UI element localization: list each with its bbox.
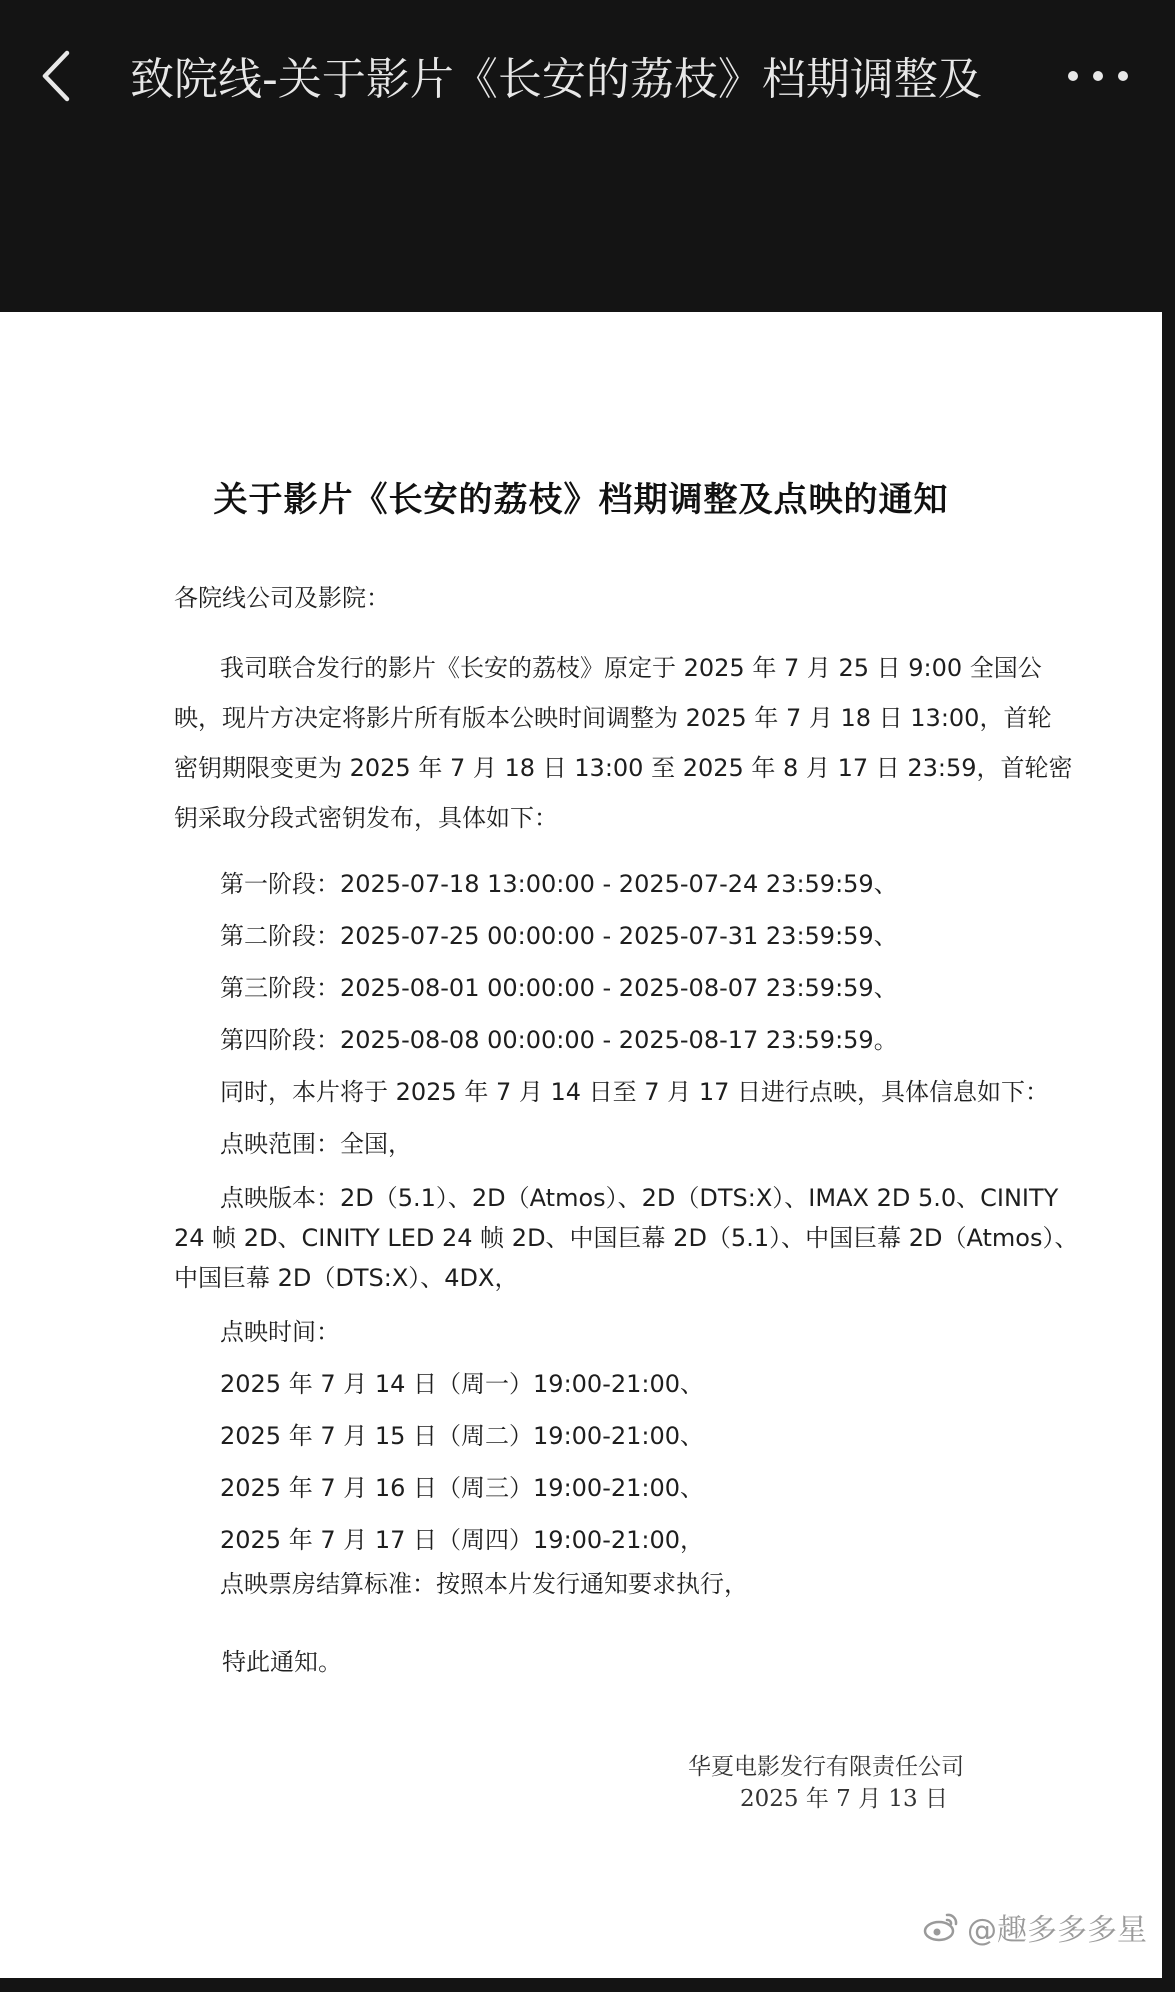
stage-line: 第一阶段：2025-07-18 13:00:00 - 2025-07-24 23:59:59、 (220, 870, 898, 898)
top-navigation-bar (0, 0, 1175, 312)
stage-line: 第四阶段：2025-08-08 00:00:00 - 2025-08-17 23:59:59。 (220, 1026, 898, 1054)
closing-line: 特此通知。 (222, 1648, 342, 1676)
watermark-text: @趣多多多星 (967, 1913, 1147, 1948)
preview-versions-line: 24 帧 2D、CINITY LED 24 帧 2D、中国巨幕 2D（5.1）、中国巨幕 2D（Atmos）、 (174, 1224, 1079, 1252)
more-dot (1118, 71, 1128, 81)
back-button[interactable] (28, 40, 84, 112)
paragraph-line: 密钥期限变更为 2025 年 7 月 18 日 13:00 至 2025 年 8 月 17 日 23:59，首轮密 (174, 754, 1073, 782)
preview-intro: 同时，本片将于 2025 年 7 月 14 日至 7 月 17 日进行点映，具体信息如下： (220, 1078, 1049, 1106)
notice-title: 关于影片《长安的荔枝》档期调整及点映的通知 (213, 480, 949, 520)
preview-time-line: 2025 年 7 月 17 日（周四）19:00-21:00， (220, 1526, 705, 1554)
watermark (923, 1905, 1147, 1949)
preview-time-line: 2025 年 7 月 15 日（周二）19:00-21:00、 (220, 1422, 705, 1450)
chevron-left-icon (41, 50, 71, 102)
screen-edge (0, 1978, 1175, 1992)
weibo-icon (923, 1912, 959, 1942)
settlement-line: 点映票房结算标准：按照本片发行通知要求执行， (220, 1570, 748, 1598)
preview-versions-line: 中国巨幕 2D（DTS:X）、4DX， (174, 1264, 519, 1292)
stage-line: 第二阶段：2025-07-25 00:00:00 - 2025-07-31 23:59:59、 (220, 922, 898, 950)
paragraph-line: 钥采取分段式密钥发布，具体如下： (174, 804, 558, 832)
issuer-company: 华夏电影发行有限责任公司 (688, 1754, 964, 1780)
salutation: 各院线公司及影院： (174, 584, 390, 612)
paragraph-line: 我司联合发行的影片《长安的荔枝》原定于 2025 年 7 月 25 日 9:00 全国公 (220, 654, 1042, 682)
issue-date: 2025 年 7 月 13 日 (740, 1786, 948, 1812)
more-dot (1093, 71, 1103, 81)
more-dots-icon (1068, 71, 1078, 81)
screen-edge (1162, 312, 1175, 1992)
preview-time-label: 点映时间： (220, 1318, 340, 1346)
paragraph-line: 映，现片方决定将影片所有版本公映时间调整为 2025 年 7 月 18 日 13:00，首轮 (174, 704, 1052, 732)
page-title: 致院线-关于影片《长安的荔枝》档期调整及 (130, 54, 982, 105)
more-options-button[interactable] (1060, 50, 1136, 102)
preview-time-line: 2025 年 7 月 16 日（周三）19:00-21:00、 (220, 1474, 705, 1502)
preview-versions-line: 点映版本：2D（5.1）、2D（Atmos）、2D（DTS:X）、IMAX 2D 5.0、CINITY (220, 1184, 1059, 1212)
stage-line: 第三阶段：2025-08-01 00:00:00 - 2025-08-07 23:59:59、 (220, 974, 898, 1002)
notice-document (0, 312, 1162, 1978)
preview-scope: 点映范围：全国， (220, 1130, 412, 1158)
preview-time-line: 2025 年 7 月 14 日（周一）19:00-21:00、 (220, 1370, 705, 1398)
